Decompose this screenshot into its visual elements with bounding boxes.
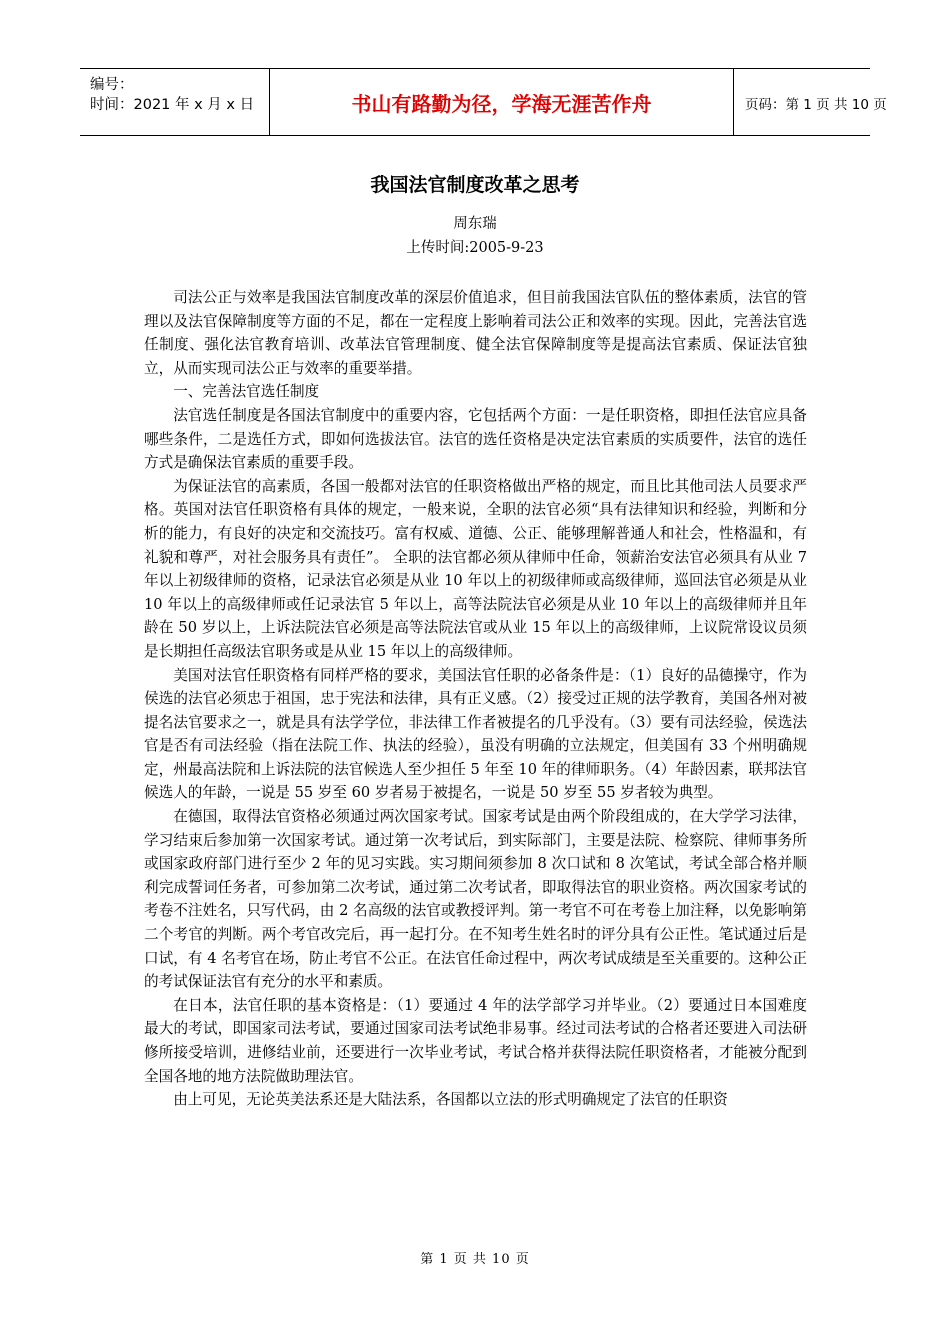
paragraph: 法官选任制度是各国法官制度中的重要内容，它包括两个方面：一是任职资格，即担任法官应具备哪些条件，二是选任方式，即如何选拔法官。法官的选任资格是决定法官素质的实质要件，法官的选任方式是确保法官素质的重要手段。 (144, 406, 807, 472)
paragraph: 由上可见，无论英美法系还是大陆法系，各国都以立法的形式明确规定了法官的任职资 (173, 1091, 728, 1109)
upload-time: 上传时间:2005-9-23 (406, 240, 544, 256)
document-header (80, 68, 887, 136)
paragraph: 在德国，取得法官资格必须通过两次国家考试。国家考试是由两个阶段组成的，在大学学习法律，学习结束后参加第一次国家考试。通过第一次考试后，到实际部门，主要是法院、检察院、律师事务所或国家政府部门进行至少 2 年的见习实践。实习期间须参加 8 次口试和 8 次笔试，考试全部合格并顺利完成誓词任务者，可参加第二次考试，通过第二次考试者，即取得法官的职业资格。两次国家考试的考卷不注姓名，只写代码，由 2 名高级的法官或教授评判。第一考官不可在考卷上加注释，以免影响第二个考官的判断。两个考官改完后，再一起打分。在不知考生姓名时的评分具有公正性。笔试通过后是口试，有 4 名考官在场，防止考官不公正。在法官任命过程中，两次考试成绩是至关重要的。这种公正的考试保证法官有充分的水平和素质。 (144, 808, 807, 991)
page-footer: 第 1 页 共 10 页 (420, 1252, 530, 1267)
document-body (144, 286, 807, 1112)
time-label: 时间：2021 年 x 月 x 日 (90, 97, 255, 113)
document-title: 我国法官制度改革之思考 (370, 174, 580, 196)
motto-text: 书山有路勤为径，学海无涯苦作舟 (351, 91, 652, 116)
document-author: 周东瑞 (453, 216, 497, 232)
header-meta-cell (80, 69, 270, 135)
header-motto-cell (270, 69, 734, 135)
section-heading: 一、完善法官选任制度 (173, 383, 320, 401)
number-label: 编号： (90, 77, 134, 93)
paragraph: 在日本，法官任职的基本资格是：（1）要通过 4 年的法学部学习并毕业。（2）要通过日本国难度最大的考试，即国家司法考试，要通过国家司法考试绝非易事。经过司法考试的合格者还要进入司法研修所接受培训，进修结业前，还要进行一次毕业考试，考试合格并获得法院任职资格者，才能被分配到全国各地的地方法院做助理法官。 (144, 996, 807, 1085)
header-page-info: 页码：第 1 页 共 10 页 (745, 97, 887, 113)
header-page-cell (734, 69, 887, 135)
paragraph: 司法公正与效率是我国法官制度改革的深层价值追求，但目前我国法官队伍的整体素质，法官的管理以及法官保障制度等方面的不足，都在一定程度上影响着司法公正和效率的实现。因此，完善法官选任制度、强化法官教育培训、改革法官管理制度、健全法官保障制度等是提高法官素质、保证法官独立，从而实现司法公正与效率的重要举措。 (144, 289, 807, 377)
paragraph: 美国对法官任职资格有同样严格的要求，美国法官任职的必备条件是：（1）良好的品德操守，作为侯选的法官必须忠于祖国，忠于宪法和法律，具有正义感。（2）接受过正规的法学教育，美国各州对被提名法官要求之一，就是具有法学学位，非法律工作者被提名的几乎没有。（3）要有司法经验，侯选法官是否有司法经验（指在法院工作、执法的经验），虽没有明确的立法规定，但美国有 33 个州明确规定，州最高法院和上诉法院的法官候选人至少担任 5 年至 10 年的律师职务。（4）年龄因素，联邦法官候选人的年龄，一说是 55 岁至 60 岁者易于被提名，一说是 50 岁至 55 岁者较为典型。 (144, 666, 807, 802)
paragraph: 为保证法官的高素质，各国一般都对法官的任职资格做出严格的规定，而且比其他司法人员要求严格。英国对法官任职资格有具体的规定，一般来说，全职的法官必须“具有法律知识和经验，判断和分析的能力，有良好的决定和交流技巧。富有权威、道德、公正、能够理解普通人和社会，性格温和，有礼貌和尊严，对社会服务具有责任”。 全职的法官都必须从律师中任命，领薪治安法官必须具有从业 7 年以上初级律师的资格，记录法官必须是从业 10 年以上的初级律师或高级律师，巡回法官必须是从业 10 年以上的高级律师或任记录法官 5 年以上，高等法院法官必须是从业 10 年以上的高级律师并且年龄在 50 岁以上，上诉法院法官必须是高等法院法官或从业 15 年以上的高级律师，上议院常设议员须是长期担任高级法官职务或是从业 15 年以上的高级律师。 (144, 477, 807, 660)
